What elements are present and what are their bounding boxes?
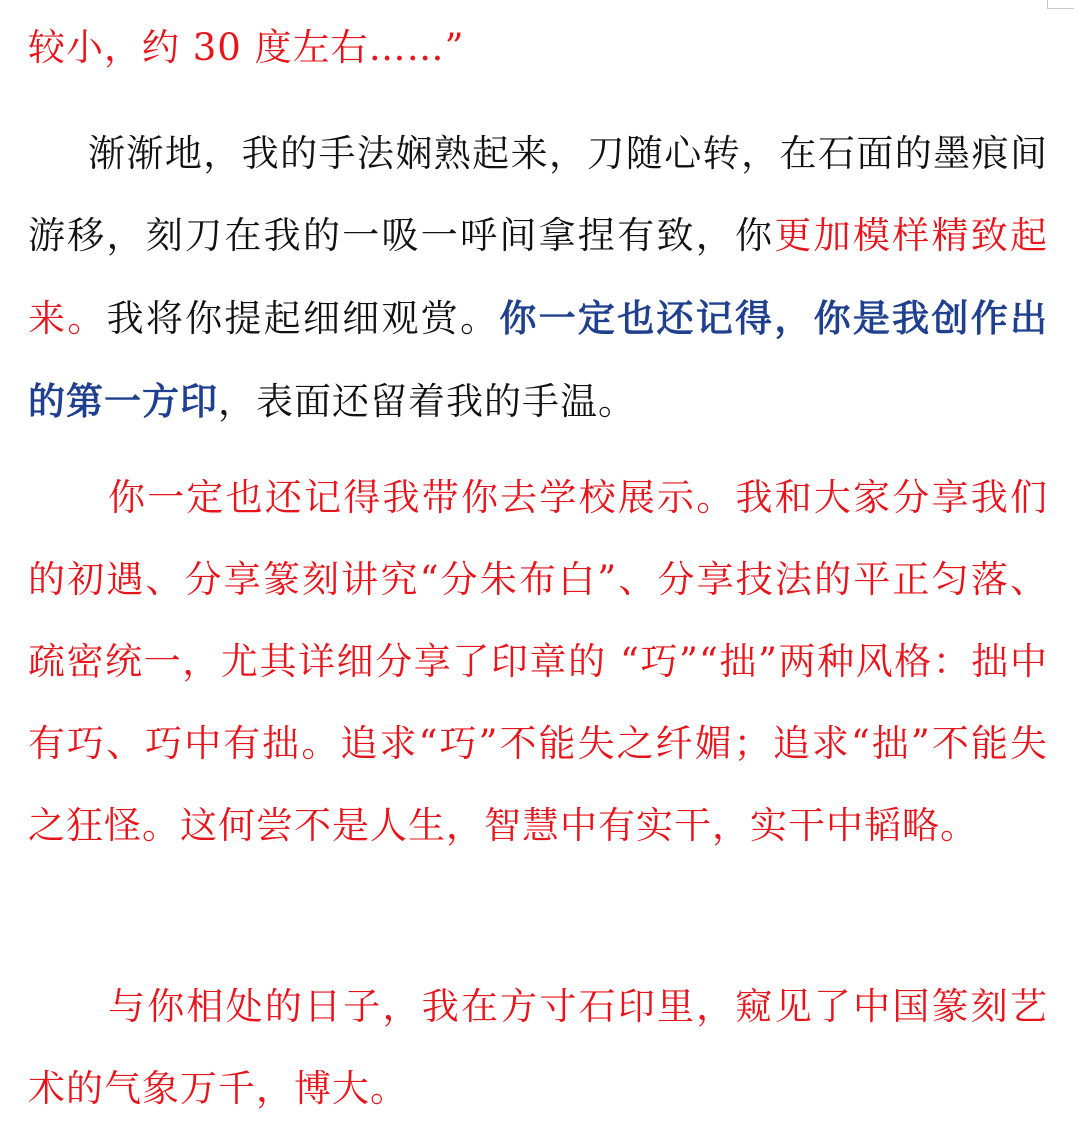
text-blue-bold: 你一定也还记得，你是我创作出的第一方印	[28, 296, 1049, 423]
paragraph-2	[28, 113, 1048, 443]
text-red: 更加模样精致起来。	[28, 214, 1049, 340]
page-corner-mark	[1047, 0, 1074, 9]
paragraph-1	[28, 7, 1048, 89]
text-red: 较小，约 30 度左右……”	[28, 26, 465, 69]
paragraph-3	[28, 457, 1048, 867]
text-black: 渐渐地，我的手法娴熟起来，刀随心转，在石面的墨痕间游移，刻刀在我的一吸一呼间拿捏有致，你	[28, 132, 1048, 257]
text-red: 与你相处的日子，我在方寸石印里，窥见了中国篆刻艺术的气象万千，博大。	[28, 985, 1048, 1110]
paragraph-4	[28, 966, 1048, 1130]
text-black: 我将你提起细细观赏。	[106, 297, 500, 340]
text-red: 你一定也还记得我带你去学校展示。我和大家分享我们的初遇、分享篆刻讲究“分朱布白”、分享技法的平正匀落、疏密统一，尤其详细分享了印章的 “巧”“拙”两种风格：拙中有巧、巧中有拙。追求“巧”不能失之纤媚；追求“拙”不能失之狂怪。这何尝不是人生，智慧中有实干，实干中韬略。	[28, 476, 1048, 847]
text-black: ，表面还留着我的手温。	[218, 380, 636, 423]
